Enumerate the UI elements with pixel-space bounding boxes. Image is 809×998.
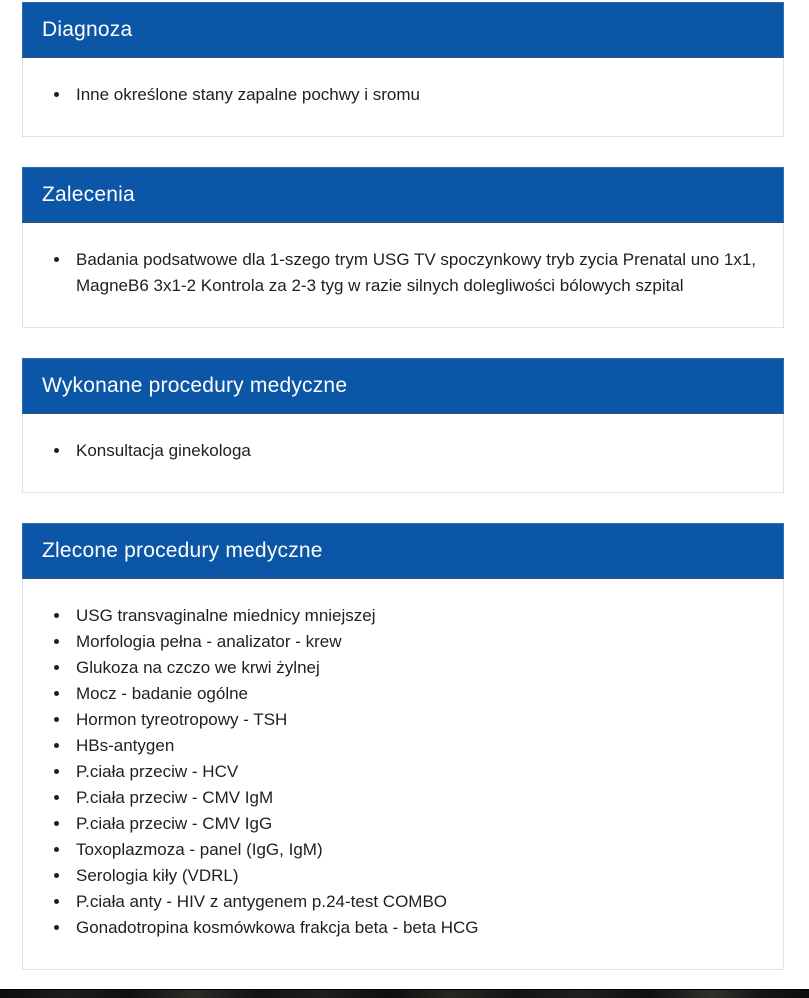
list-item: • P.ciała przeciw - CMV IgM [71, 785, 763, 811]
section-body [22, 223, 784, 328]
list-item: • Gonadotropina kosmówkowa frakcja beta - beta HCG [71, 915, 763, 941]
list-item: • Inne określone stany zapalne pochwy i sromu [71, 82, 763, 108]
section-body [22, 58, 784, 137]
section-header [22, 358, 784, 414]
section-header [22, 523, 784, 579]
section-header [22, 167, 784, 223]
section-zlecone-procedury [22, 523, 784, 970]
section-header [22, 2, 784, 58]
item-list [43, 247, 763, 299]
list-item: • Glukoza na czczo we krwi żylnej [71, 655, 763, 681]
list-item: • Serologia kiły (VDRL) [71, 863, 763, 889]
list-item: • P.ciała przeciw - CMV IgG [71, 811, 763, 837]
list-item: • Hormon tyreotropowy - TSH [71, 707, 763, 733]
list-item: • Morfologia pełna - analizator - krew [71, 629, 763, 655]
list-item: • P.ciała anty - HIV z antygenem p.24-test COMBO [71, 889, 763, 915]
list-item: • USG transvaginalne miednicy mniejszej [71, 603, 763, 629]
list-item: • HBs-antygen [71, 733, 763, 759]
section-title: Wykonane procedury medyczne [42, 374, 348, 397]
section-diagnoza [22, 2, 784, 137]
item-list [43, 438, 763, 464]
item-list [43, 603, 763, 941]
section-title: Diagnoza [42, 18, 133, 41]
section-body [22, 414, 784, 493]
list-item: • Badania podsatwowe dla 1-szego trym USG TV spoczynkowy tryb zycia Prenatal uno 1x1, MagneB6 3x1-2 Kontrola za 2-3 tyg w razie silnych dolegliwości bólowych szpital [71, 247, 763, 299]
item-list [43, 82, 763, 108]
list-item: • P.ciała przeciw - HCV [71, 759, 763, 785]
section-title: Zalecenia [42, 183, 135, 206]
list-item: • Konsultacja ginekologa [71, 438, 763, 464]
section-body [22, 579, 784, 970]
partial-image-strip [0, 989, 809, 998]
section-zalecenia [22, 167, 784, 328]
list-item: • Mocz - badanie ogólne [71, 681, 763, 707]
section-title: Zlecone procedury medyczne [42, 539, 323, 562]
section-wykonane-procedury [22, 358, 784, 493]
list-item: • Toxoplazmoza - panel (IgG, IgM) [71, 837, 763, 863]
